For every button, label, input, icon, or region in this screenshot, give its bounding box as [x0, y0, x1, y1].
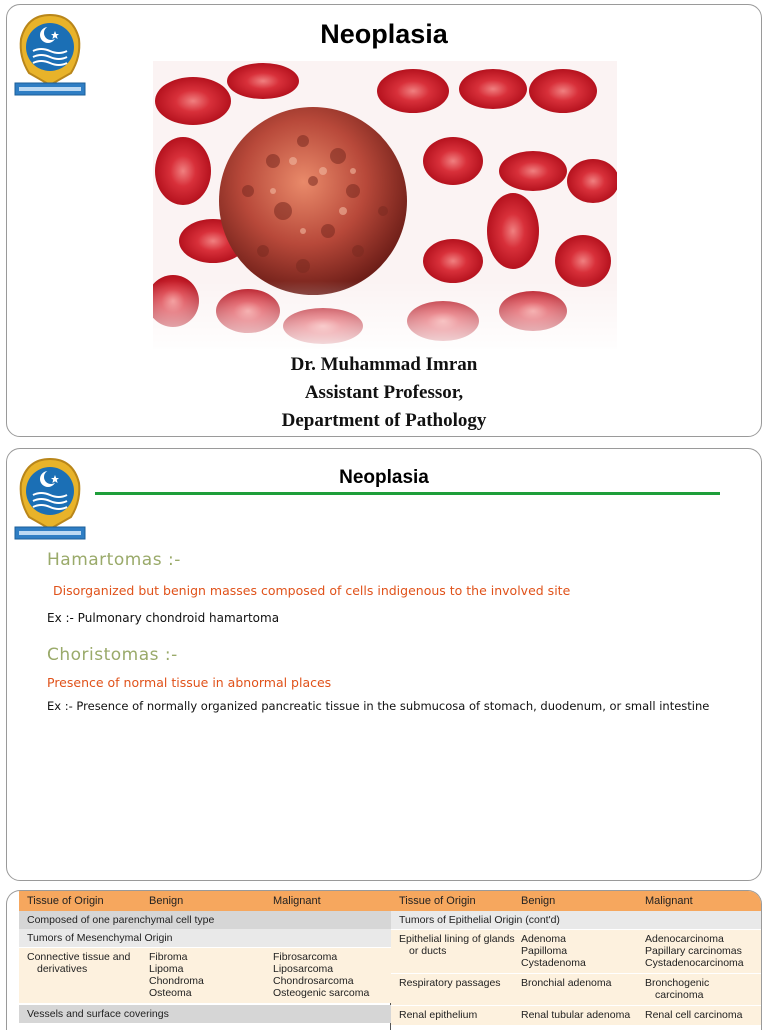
- benign-cell: Chondroma: [149, 975, 204, 987]
- benign-cell: Osteoma: [149, 987, 192, 999]
- slide-title: Neoplasia: [320, 19, 448, 49]
- section-band: Vessels and surface coverings: [19, 1005, 393, 1023]
- section-band: Tumors of Epithelial Origin (cont'd): [391, 911, 762, 929]
- benign-cell: Bronchial adenoma: [521, 977, 612, 989]
- tissue-cell: Renal epithelium: [399, 1009, 478, 1021]
- benign-cell: Lipoma: [149, 963, 184, 975]
- table-row: [391, 973, 762, 1005]
- tissue-cell: Epithelial lining of glands: [399, 933, 515, 945]
- author-name: Dr. Muhammad Imran: [290, 354, 478, 375]
- header-benign: Benign: [149, 895, 184, 907]
- header-tissue: Tissue of Origin: [27, 895, 104, 907]
- author-block: [7, 351, 761, 435]
- table-row: [391, 1005, 762, 1025]
- malignant-cell: Cystadenocarcinoma: [645, 957, 744, 969]
- table-header-row: [19, 891, 393, 911]
- table-row: [19, 947, 393, 1003]
- header-malignant: Malignant: [273, 895, 321, 907]
- benign-cell: Cystadenoma: [521, 957, 586, 969]
- benign-cell: Renal tubular adenoma: [521, 1009, 631, 1021]
- choristomas-example: Ex :- Presence of normally organized pancreatic tissue in the submucosa of stomach, duodenum, or small intestine: [47, 699, 710, 713]
- header-benign: Benign: [521, 895, 556, 907]
- table-row: [391, 929, 762, 973]
- author-position: Assistant Professor,: [304, 382, 464, 403]
- table-left: [19, 891, 393, 1023]
- malignant-cell: Adenocarcinoma: [645, 933, 724, 945]
- header-tissue: Tissue of Origin: [399, 895, 476, 907]
- tissue-cell: Connective tissue and: [27, 951, 131, 963]
- tissue-cell: or ducts: [409, 945, 447, 957]
- choristomas-definition: Presence of normal tissue in abnormal places: [47, 675, 332, 690]
- malignant-cell: Renal cell carcinoma: [645, 1009, 743, 1021]
- slide-title: Neoplasia: [339, 467, 429, 488]
- title-divider: [95, 492, 720, 495]
- title-slide: [6, 4, 762, 437]
- malignant-cell: carcinoma: [655, 989, 704, 1001]
- table-header-row: [391, 891, 762, 911]
- tumor-nomenclature-table-slide: [6, 890, 762, 1030]
- benign-cell: Papilloma: [521, 945, 568, 957]
- malignant-cell: Chondrosarcoma: [273, 975, 354, 987]
- author-department: Department of Pathology: [281, 410, 487, 431]
- hamartomas-definition: Disorganized but benign masses composed of cells indigenous to the involved site: [53, 583, 571, 598]
- section-band: Tumors of Mesenchymal Origin: [19, 929, 393, 947]
- choristomas-heading: Choristomas :-: [47, 645, 178, 665]
- malignant-cell: Fibrosarcoma: [273, 951, 338, 963]
- cancer-cell-image: [153, 61, 617, 349]
- hamartomas-example: Ex :- Pulmonary chondroid hamartoma: [47, 611, 280, 625]
- tissue-cell: derivatives: [37, 963, 88, 975]
- hamartomas-heading: Hamartomas :-: [47, 550, 181, 570]
- hamartoma-slide: [6, 448, 762, 881]
- header-malignant: Malignant: [645, 895, 693, 907]
- table-right: [391, 891, 762, 1025]
- malignant-cell: Osteogenic sarcoma: [273, 987, 370, 999]
- tissue-cell: Respiratory passages: [399, 977, 501, 989]
- section-band: Composed of one parenchymal cell type: [19, 911, 393, 929]
- university-logo: [11, 451, 89, 543]
- benign-cell: Adenoma: [521, 933, 566, 945]
- malignant-cell: Liposarcoma: [273, 963, 334, 975]
- benign-cell: Fibroma: [149, 951, 188, 963]
- malignant-cell: Bronchogenic: [645, 977, 710, 989]
- malignant-cell: Papillary carcinomas: [645, 945, 742, 957]
